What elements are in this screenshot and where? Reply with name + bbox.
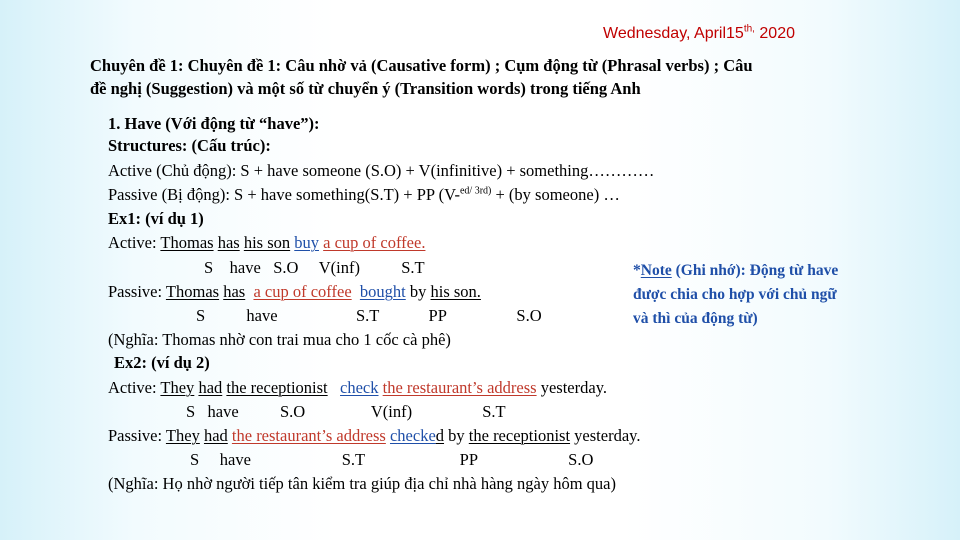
slide-date	[603, 25, 795, 43]
note-line-1	[633, 259, 838, 283]
date-prefix: Wednesday, April15	[603, 25, 744, 42]
verb-have: had	[198, 378, 223, 397]
note-line-3: và thì của động từ)	[633, 310, 758, 327]
example-2-active-tags: S have S.O V(inf) S.T	[186, 402, 506, 421]
passive-label: Passive:	[108, 426, 166, 445]
structures-heading: Structures: (Cấu trúc):	[108, 136, 271, 155]
example-2-meaning: (Nghĩa: Họ nhờ người tiếp tân kiểm tra giúp địa chỉ nhà hàng ngày hôm qua)	[108, 474, 616, 493]
subject: Thomas	[165, 282, 220, 301]
example-1-passive-tags: S have S.T PP S.O	[196, 306, 542, 325]
something: the restaurant’s address	[382, 378, 537, 397]
active-label: Active:	[108, 233, 161, 252]
example-1-active	[108, 232, 425, 254]
by-word: by	[444, 426, 469, 445]
time-adverb: yesterday.	[536, 378, 607, 397]
someone: the receptionist	[468, 426, 571, 445]
verb-have: has	[223, 282, 246, 301]
space	[352, 282, 360, 301]
date-suffix: 2020	[754, 25, 795, 42]
slide-title-line-1: Chuyên đề 1: Chuyên đề 1: Câu nhờ vả (Causative form) ; Cụm động từ (Phrasal verbs) ; Câu	[90, 56, 753, 75]
past-participle: bought	[359, 282, 406, 301]
section-heading: 1. Have (Với động từ “have”):	[108, 114, 320, 133]
example-1-passive	[108, 281, 481, 303]
someone: his son.	[430, 282, 481, 301]
subject: They	[160, 378, 195, 397]
subject: Thomas	[160, 233, 214, 252]
verb-have: has	[217, 233, 240, 252]
slide-title-line-2: đề nghị (Suggestion) và một số từ chuyển ý (Transition words) trong tiếng Anh	[90, 79, 641, 98]
verb-infinitive: buy	[294, 233, 320, 252]
space	[328, 378, 340, 397]
something: a cup of coffee.	[323, 233, 426, 252]
example-1-active-tags: S have S.O V(inf) S.T	[204, 258, 425, 277]
example-2-active	[108, 377, 607, 399]
time-adverb: yesterday.	[570, 426, 641, 445]
passive-rule-sup: ed/ 3rd)	[459, 185, 492, 197]
by-word: by	[405, 282, 431, 301]
passive-rule-text: Passive (Bị động): S + have something(S.T) + PP (V-	[108, 185, 460, 204]
example-2-passive-tags: S have S.T PP S.O	[190, 450, 594, 469]
note-word: Note	[640, 262, 672, 279]
passive-label: Passive:	[108, 282, 166, 301]
past-participle: checke	[389, 426, 436, 445]
something: the restaurant’s address	[231, 426, 386, 445]
something: a cup of coffee	[253, 282, 352, 301]
active-label: Active:	[108, 378, 161, 397]
verb-infinitive: check	[340, 378, 379, 397]
passive-rule	[108, 184, 620, 206]
note-star: *	[633, 262, 641, 279]
subject: They	[165, 426, 200, 445]
example-2-label: Ex2: (ví dụ 2)	[114, 353, 210, 372]
note-line-2: được chia cho hợp với chủ ngữ	[633, 286, 837, 303]
someone: his son	[243, 233, 291, 252]
past-participle-ending: d	[435, 426, 445, 445]
note-rest: (Ghi nhớ): Động từ have	[671, 262, 839, 279]
verb-have: had	[203, 426, 228, 445]
date-sup: th,	[743, 23, 755, 35]
passive-rule-tail: + (by someone) …	[491, 185, 620, 204]
active-rule: Active (Chủ động): S + have someone (S.O) + V(infinitive) + something…………	[108, 161, 655, 180]
example-1-label: Ex1: (ví dụ 1)	[108, 209, 204, 228]
someone: the receptionist	[226, 378, 328, 397]
example-2-passive	[108, 425, 640, 447]
example-1-meaning: (Nghĩa: Thomas nhờ con trai mua cho 1 cốc cà phê)	[108, 330, 451, 349]
